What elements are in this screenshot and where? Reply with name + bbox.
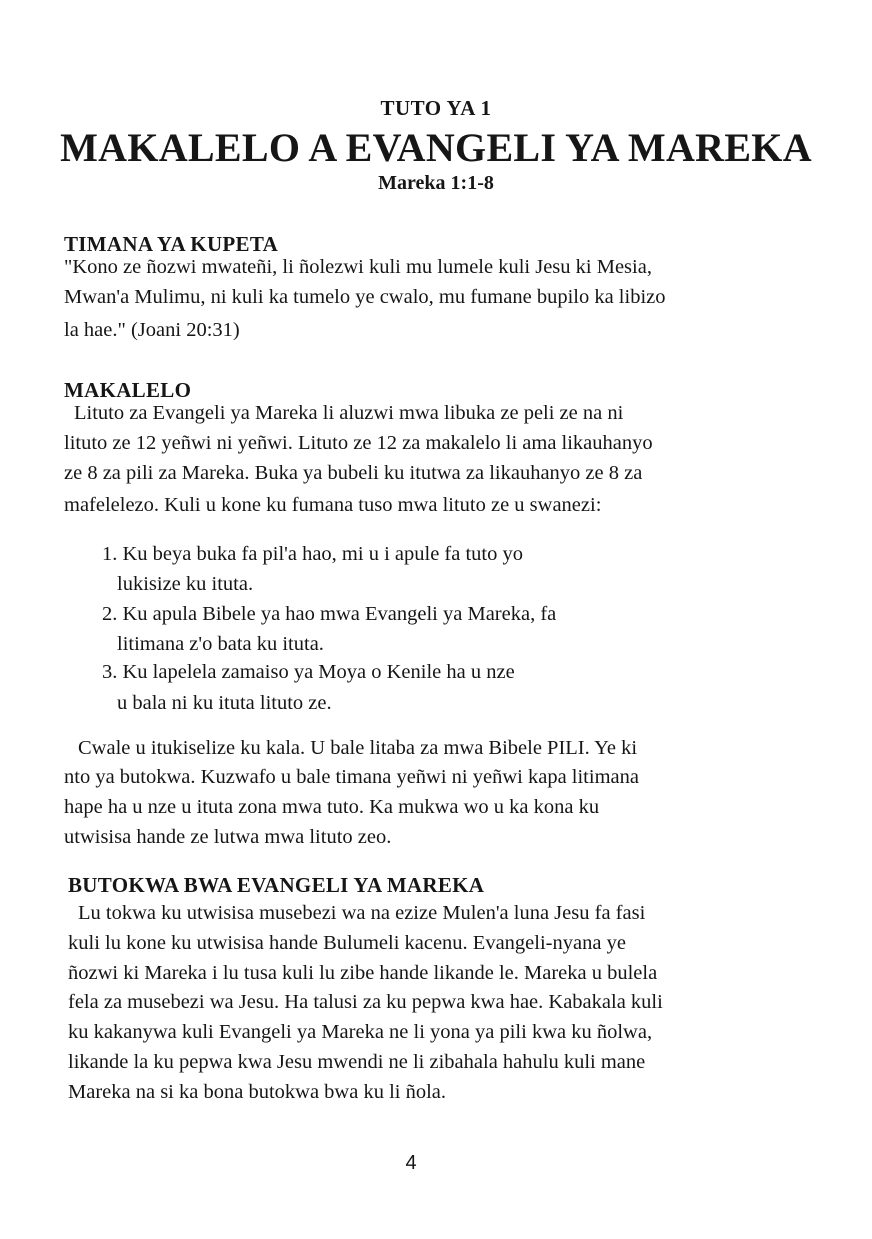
quote-line: la hae." (Joani 20:31) [64, 319, 240, 341]
paragraph-line: ku kakanywa kuli Evangeli ya Mareka ne li yona ya pili kwa ku ñolwa, [68, 1021, 653, 1043]
section-heading-makalelo: MAKALELO [64, 378, 192, 402]
list-item-continuation: lukisize ku ituta. [117, 573, 254, 595]
section-heading-butokwa: BUTOKWA BWA EVANGELI YA MAREKA [68, 873, 485, 897]
paragraph-line: hape ha u nze u ituta zona mwa tuto. Ka mukwa wo u ka kona ku [64, 796, 600, 818]
page-number: 4 [405, 1152, 417, 1174]
paragraph-line: kuli lu kone ku utwisisa hande Bulumeli kacenu. Evangeli-nyana ye [68, 932, 626, 954]
paragraph-line: utwisisa hande ze lutwa mwa lituto zeo. [64, 826, 392, 848]
paragraph-line: ñozwi ki Mareka i lu tusa kuli lu zibe hande likande le. Mareka u bulela [68, 962, 658, 984]
list-item-continuation: u bala ni ku ituta lituto ze. [117, 692, 332, 714]
quote-line: "Kono ze ñozwi mwateñi, li ñolezwi kuli mu lumele kuli Jesu ki Mesia, [64, 256, 652, 278]
paragraph-line: likande la ku pepwa kwa Jesu mwendi ne li zibahala hahulu kuli mane [68, 1051, 646, 1073]
list-item: 1. Ku beya buka fa pil'a hao, mi u i apule fa tuto yo [102, 543, 523, 565]
paragraph-line: Cwale u itukiselize ku kala. U bale litaba za mwa Bibele PILI. Ye ki [78, 737, 638, 759]
section-heading-timana: TIMANA YA KUPETA [64, 232, 279, 256]
quote-line: Mwan'a Mulimu, ni kuli ka tumelo ye cwalo, mu fumane bupilo ka libizo [64, 286, 666, 308]
paragraph-line: ze 8 za pili za Mareka. Buka ya bubeli ku itutwa za likauhanyo ze 8 za [64, 462, 643, 484]
scripture-reference: Mareka 1:1-8 [378, 172, 494, 194]
paragraph-line: lituto ze 12 yeñwi ni yeñwi. Lituto ze 12 za makalelo li ama likauhanyo [64, 432, 653, 454]
main-title: MAKALELO A EVANGELI YA MAREKA [60, 125, 812, 170]
paragraph-line: fela za musebezi wa Jesu. Ha talusi za ku pepwa kwa hae. Kabakala kuli [68, 991, 663, 1013]
paragraph-line: Lituto za Evangeli ya Mareka li aluzwi mwa libuka ze peli ze na ni [74, 402, 624, 424]
list-item: 3. Ku lapelela zamaiso ya Moya o Kenile ha u nze [102, 661, 515, 683]
paragraph-line: Lu tokwa ku utwisisa musebezi wa na ezize Mulen'a luna Jesu fa fasi [78, 902, 646, 924]
lesson-label: TUTO YA 1 [380, 96, 492, 120]
list-item-continuation: litimana z'o bata ku ituta. [117, 633, 324, 655]
list-item: 2. Ku apula Bibele ya hao mwa Evangeli ya Mareka, fa [102, 603, 557, 625]
paragraph-line: nto ya butokwa. Kuzwafo u bale timana yeñwi ni yeñwi kapa litimana [64, 766, 639, 788]
paragraph-line: Mareka na si ka bona butokwa bwa ku li ñola. [68, 1081, 447, 1103]
paragraph-line: mafelelezo. Kuli u kone ku fumana tuso mwa lituto ze u swanezi: [64, 494, 602, 516]
